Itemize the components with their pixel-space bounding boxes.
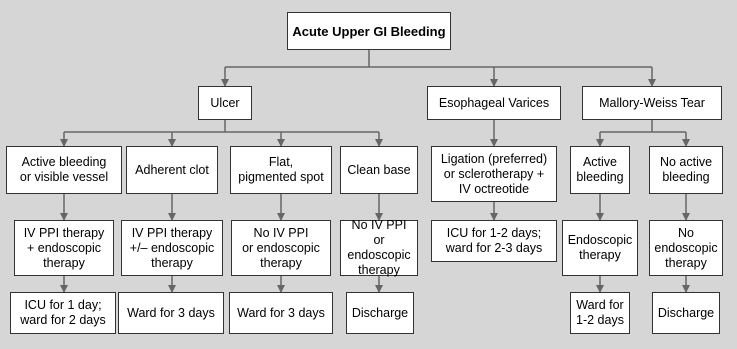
ulcer-treatment-3: No IV PPI or endoscopic therapy: [231, 220, 331, 276]
ulcer-disposition-4: Discharge: [346, 292, 414, 334]
mw-treatment-2: No endoscopic therapy: [649, 220, 723, 276]
ulcer-type-active-bleeding: Active bleeding or visible vessel: [6, 146, 122, 194]
ulcer-type-flat-spot: Flat, pigmented spot: [230, 146, 332, 194]
ulcer-node: Ulcer: [198, 86, 252, 120]
ulcer-disposition-2: Ward for 3 days: [118, 292, 224, 334]
ulcer-treatment-2: IV PPI therapy +/– endoscopic therapy: [121, 220, 223, 276]
ulcer-type-adherent-clot: Adherent clot: [126, 146, 218, 194]
varices-treatment: Ligation (preferred) or sclerotherapy + IV octreotide: [431, 146, 557, 202]
mw-type-active-bleeding: Active bleeding: [570, 146, 630, 194]
mw-disposition-1: Ward for 1-2 days: [570, 292, 630, 334]
ulcer-type-clean-base: Clean base: [340, 146, 418, 194]
root-node: Acute Upper GI Bleeding: [287, 12, 451, 50]
esophageal-varices-node: Esophageal Varices: [427, 86, 561, 120]
ulcer-treatment-1: IV PPI therapy + endoscopic therapy: [14, 220, 114, 276]
varices-disposition: ICU for 1-2 days; ward for 2-3 days: [431, 220, 557, 262]
ulcer-disposition-1: ICU for 1 day; ward for 2 days: [10, 292, 116, 334]
mw-disposition-2: Discharge: [652, 292, 720, 334]
mw-type-no-active-bleeding: No active bleeding: [649, 146, 723, 194]
ulcer-disposition-3: Ward for 3 days: [229, 292, 333, 334]
mw-treatment-1: Endoscopic therapy: [562, 220, 638, 276]
mallory-weiss-node: Mallory-Weiss Tear: [582, 86, 722, 120]
ulcer-treatment-4: No IV PPI or endoscopic therapy: [340, 220, 418, 276]
